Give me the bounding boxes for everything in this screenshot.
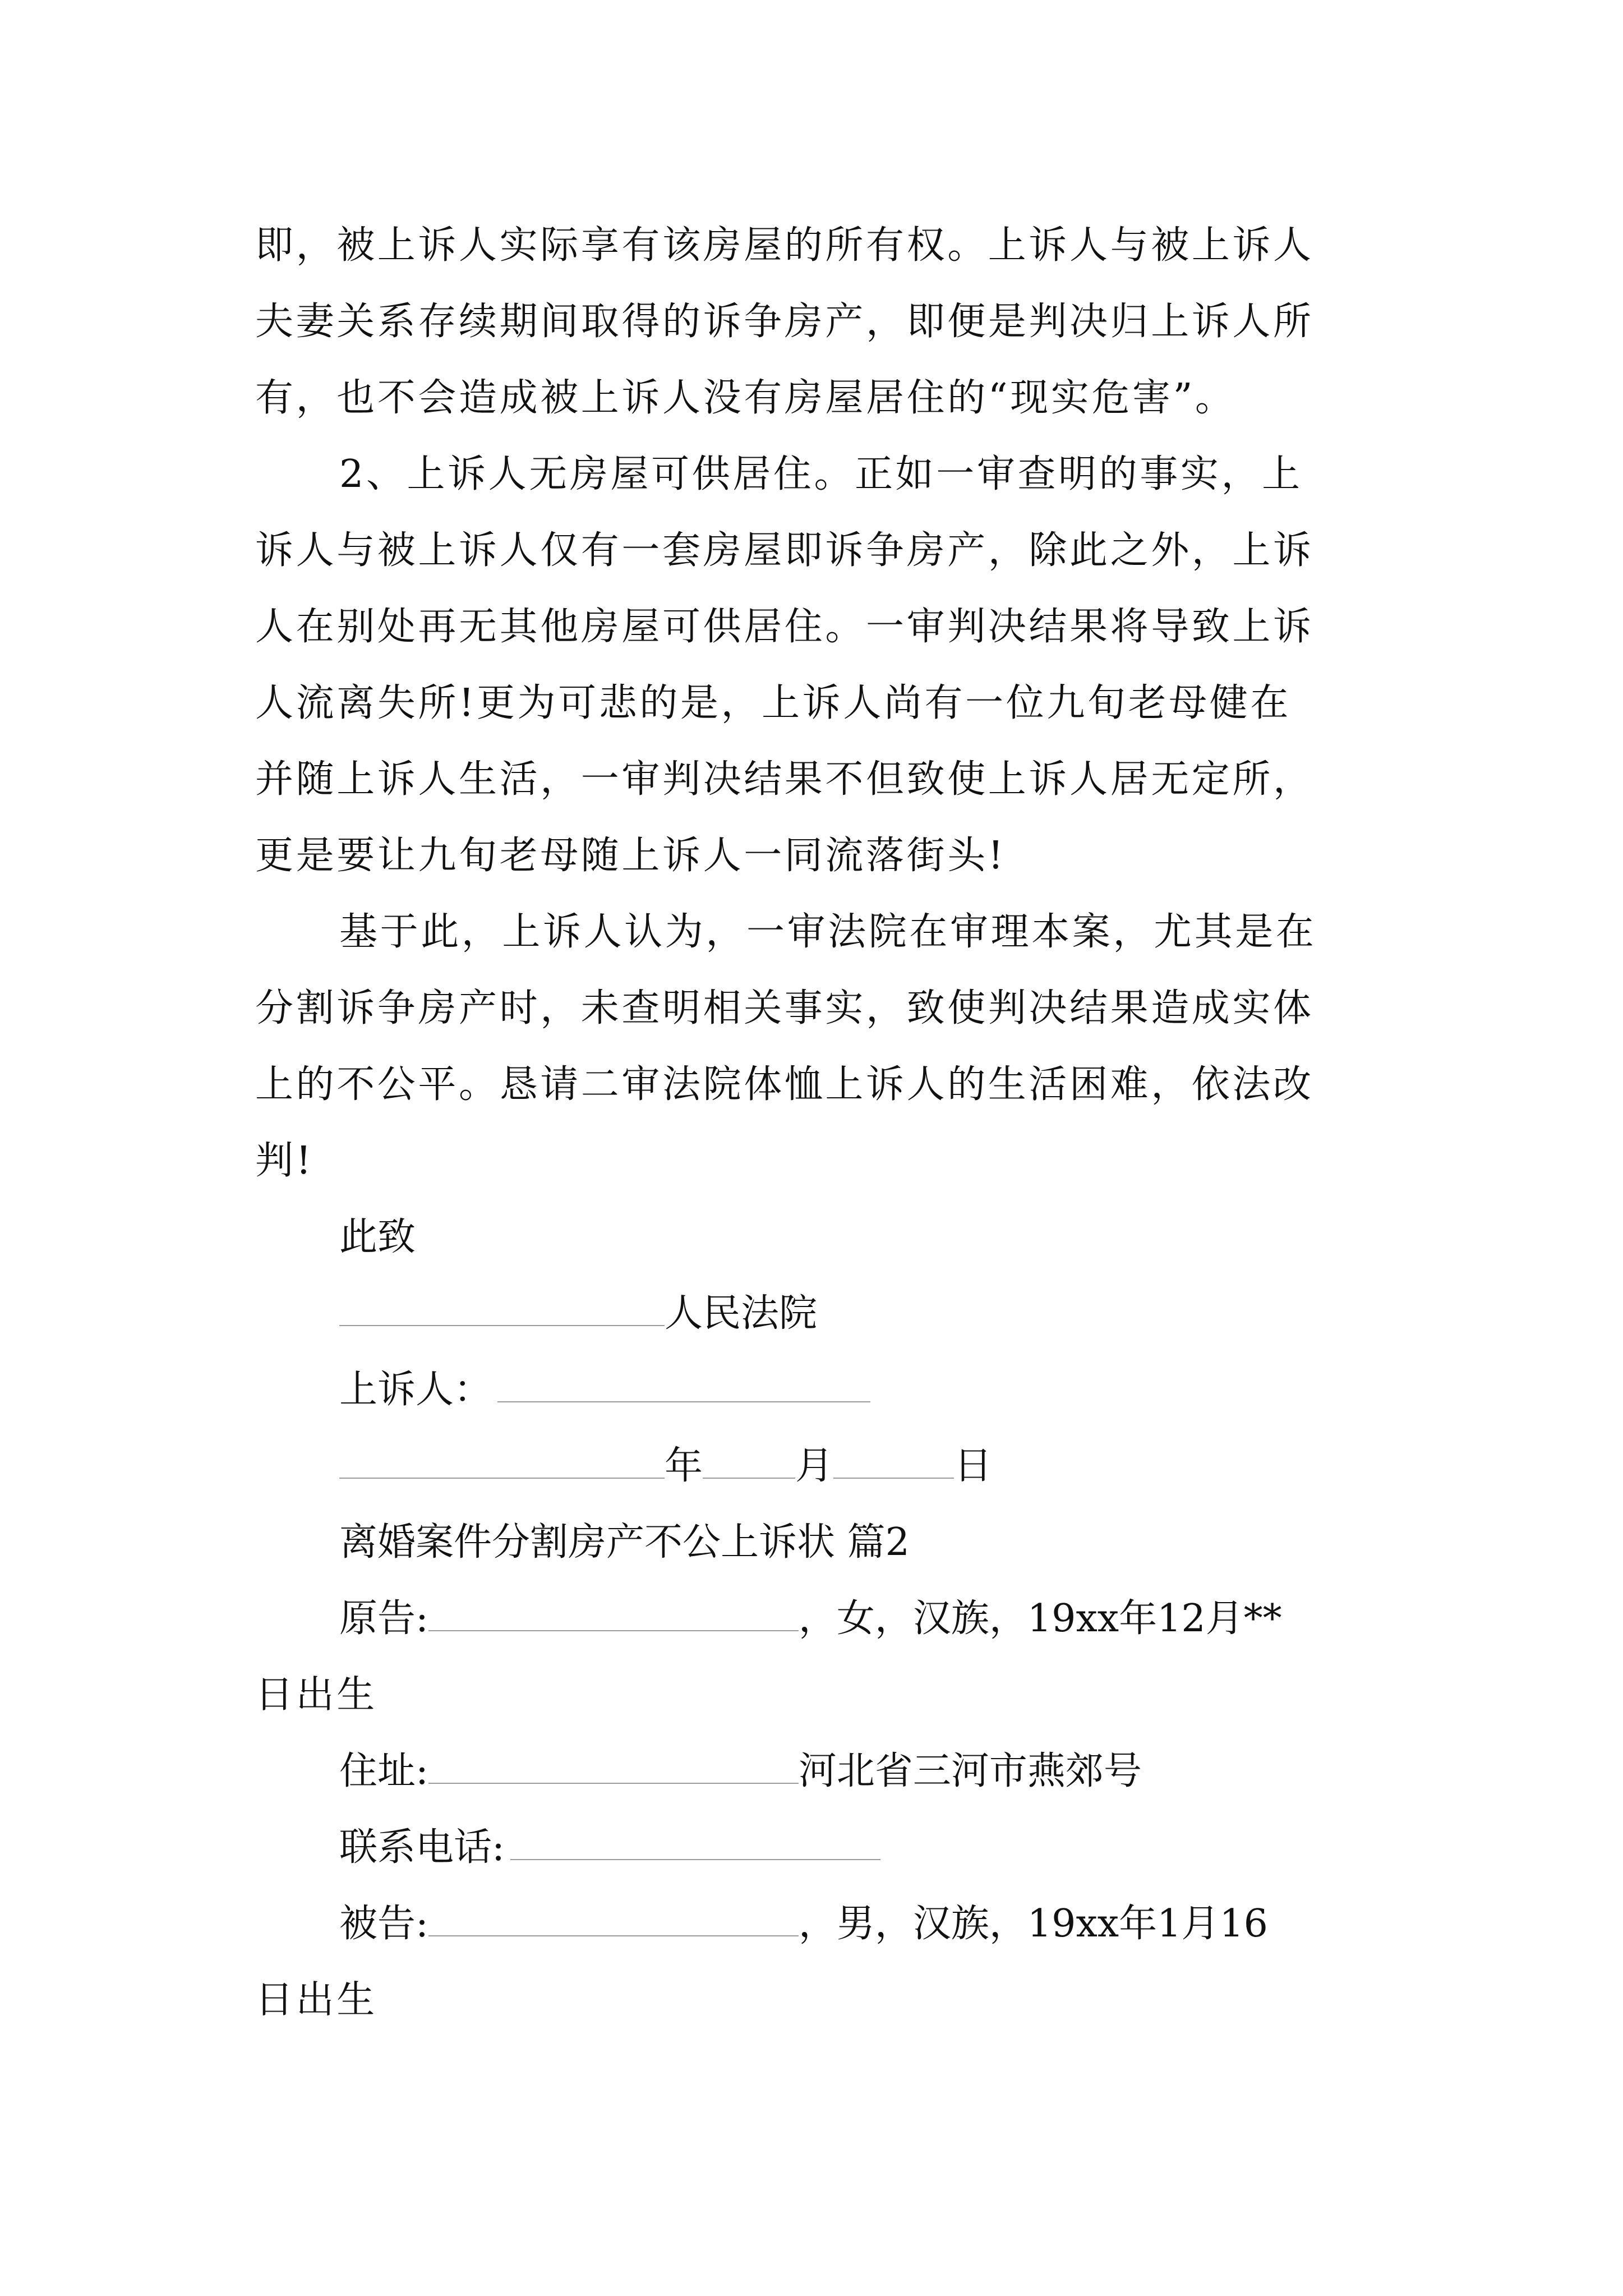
court-name-blank (339, 1296, 665, 1326)
phone-line (0, 1809, 1623, 1887)
paragraph-line: 并随上诉人生活，一审判决结果不但致使上诉人居无定所， (255, 757, 1314, 802)
year-blank (339, 1448, 665, 1479)
month-blank (703, 1448, 795, 1479)
plaintiff-name-blank (428, 1601, 799, 1631)
defendant-name-blank (428, 1906, 799, 1936)
salutation: 此致 (339, 1215, 416, 1259)
address-label: 住址: (339, 1749, 428, 1793)
paragraph-line: 判! (255, 1139, 314, 1183)
appellant-label: 上诉人： (339, 1368, 492, 1412)
paragraph-line: 即，被上诉人实际享有该房屋的所有权。上诉人与被上诉人 (255, 223, 1314, 268)
address-blank (428, 1754, 799, 1784)
date-line (0, 1427, 1623, 1506)
paragraph-line: 2、上诉人无房屋可供居住。正如一审查明的事实，上 (339, 452, 1303, 496)
plaintiff-info: ，女，汉族，19xx年12月** (798, 1596, 1282, 1641)
plaintiff-birth: 日出生 (255, 1673, 377, 1717)
defendant-label: 被告: (339, 1902, 428, 1946)
paragraph-line: 夫妻关系存续期间取得的诉争房产，即便是判决归上诉人所 (255, 300, 1314, 344)
plaintiff-label: 原告: (339, 1596, 428, 1641)
address-value: 河北省三河市燕郊号 (798, 1749, 1142, 1793)
paragraph-line: 人在别处再无其他房屋可供居住。一审判决结果将导致上诉 (255, 605, 1314, 649)
phone-label: 联系电话: (339, 1825, 505, 1870)
day-label: 日 (954, 1444, 993, 1488)
phone-blank (510, 1830, 880, 1860)
defendant-line (0, 1885, 1623, 1963)
address-line (0, 1732, 1623, 1811)
paragraph-line: 分割诉争房产时，未查明相关事实，致使判决结果造成实体 (255, 986, 1314, 1030)
paragraph-line: 人流离失所!更为可悲的是，上诉人尚有一位九旬老母健在 (255, 681, 1291, 725)
court-suffix: 人民法院 (665, 1291, 818, 1336)
paragraph-line: 上的不公平。恳请二审法院体恤上诉人的生活困难，依法改 (255, 1062, 1314, 1107)
paragraph-line: 基于此，上诉人认为，一审法院在审理本案，尤其是在 (339, 910, 1317, 954)
year-label: 年 (665, 1444, 703, 1488)
section-title: 离婚案件分割房产不公上诉状 篇2 (339, 1520, 910, 1565)
paragraph-line: 有，也不会造成被上诉人没有房屋居住的“现实危害”。 (255, 376, 1236, 420)
day-blank (833, 1448, 954, 1479)
paragraph-line: 更是要让九旬老母随上诉人一同流落街头! (255, 834, 1006, 878)
defendant-info: ，男，汉族，19xx年1月16 (798, 1902, 1268, 1946)
paragraph-line: 诉人与被上诉人仅有一套房屋即诉争房产，除此之外，上诉 (255, 528, 1314, 573)
month-label: 月 (795, 1444, 834, 1488)
court-line (0, 1274, 1623, 1353)
appellant-blank (497, 1372, 870, 1402)
defendant-birth: 日出生 (255, 1978, 377, 2022)
appellant-line (0, 1351, 1623, 1429)
plaintiff-line (0, 1580, 1623, 1658)
